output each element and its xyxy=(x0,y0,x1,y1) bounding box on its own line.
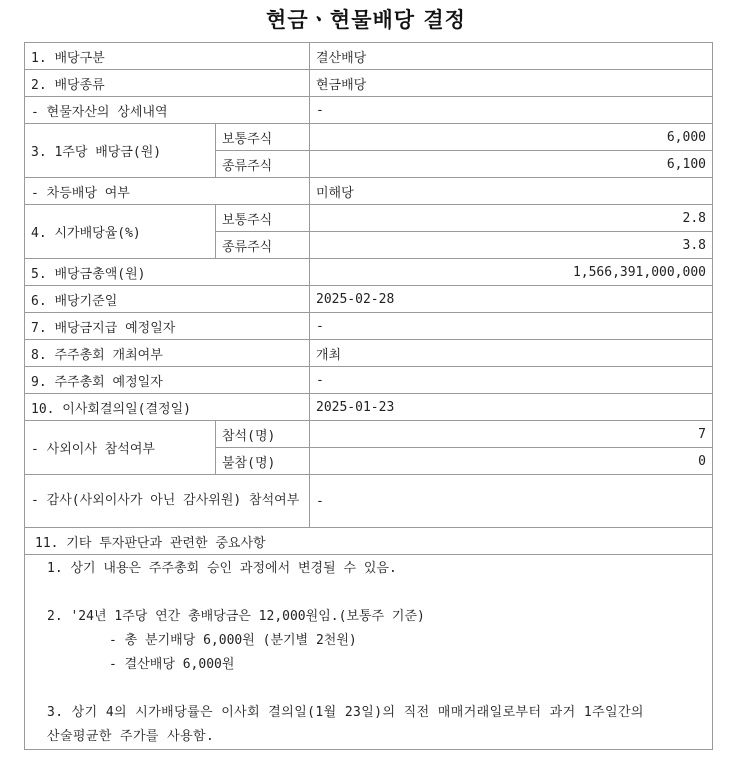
value-payment-date: - xyxy=(310,313,713,340)
row-dps-common xyxy=(25,124,713,151)
label-dividend-category: 1. 배당구분 xyxy=(25,43,310,70)
value-dps-preferred: 6,100 xyxy=(310,151,713,178)
row-other-matters-header xyxy=(25,528,713,555)
note-2-quarterly: - 총 분기배당 6,000원 (분기별 2천원) xyxy=(109,633,357,648)
label-dividend-yield: 4. 시가배당율(%) xyxy=(25,205,216,259)
label-dps-preferred: 종류주식 xyxy=(216,151,310,178)
label-dps-common: 보통주식 xyxy=(216,124,310,151)
row-record-date xyxy=(25,286,713,313)
label-outside-directors: - 사외이사 참석여부 xyxy=(25,421,216,475)
page-title: 현금ㆍ현물배당 결정 xyxy=(266,8,466,32)
label-directors-present: 참석(명) xyxy=(216,421,310,448)
label-differential-dividend: - 차등배당 여부 xyxy=(25,178,310,205)
row-yield-common xyxy=(25,205,713,232)
value-auditor-attendance: - xyxy=(310,475,713,528)
note-2: 2. '24년 1주당 연간 총배당금은 12,000원임.(보통주 기준) xyxy=(47,609,425,624)
row-board-resolution-date xyxy=(25,394,713,421)
row-agm-held xyxy=(25,340,713,367)
row-in-kind-details xyxy=(25,97,713,124)
value-differential-dividend: 미해당 xyxy=(310,178,713,205)
row-auditor-attendance xyxy=(25,475,713,528)
row-payment-date xyxy=(25,313,713,340)
row-total-dividend xyxy=(25,259,713,286)
value-dividend-type: 현금배당 xyxy=(310,70,713,97)
label-record-date: 6. 배당기준일 xyxy=(25,286,310,313)
value-dividend-category: 결산배당 xyxy=(310,43,713,70)
value-yield-common: 2.8 xyxy=(310,205,713,232)
value-record-date: 2025-02-28 xyxy=(310,286,713,313)
disclosure-table xyxy=(24,42,713,750)
other-matters-notes xyxy=(25,555,713,750)
label-in-kind-details: - 현물자산의 상세내역 xyxy=(25,97,310,124)
note-2-year-end: - 결산배당 6,000원 xyxy=(109,657,235,672)
label-board-resolution-date: 10. 이사회결의일(결정일) xyxy=(25,394,310,421)
label-yield-common: 보통주식 xyxy=(216,205,310,232)
row-dividend-type xyxy=(25,70,713,97)
label-dividend-type: 2. 배당종류 xyxy=(25,70,310,97)
label-total-dividend: 5. 배당금총액(원) xyxy=(25,259,310,286)
value-directors-absent: 0 xyxy=(310,448,713,475)
value-agm-date: - xyxy=(310,367,713,394)
label-agm-held: 8. 주주총회 개최여부 xyxy=(25,340,310,367)
row-dividend-category xyxy=(25,43,713,70)
value-total-dividend: 1,566,391,000,000 xyxy=(310,259,713,286)
value-dps-common: 6,000 xyxy=(310,124,713,151)
value-board-resolution-date: 2025-01-23 xyxy=(310,394,713,421)
row-other-matters-body xyxy=(25,555,713,750)
value-directors-present: 7 xyxy=(310,421,713,448)
value-agm-held: 개최 xyxy=(310,340,713,367)
row-differential-dividend xyxy=(25,178,713,205)
note-3: 3. 상기 4의 시가배당률은 이사회 결의일(1월 23일)의 직전 매매거래일로부터 과거 1주일간의 산술평균한 주가를 사용함. xyxy=(47,705,644,744)
label-dividend-per-share: 3. 1주당 배당금(원) xyxy=(25,124,216,178)
label-auditor-attendance: - 감사(사외이사가 아닌 감사위원) 참석여부 xyxy=(25,475,310,528)
row-agm-date xyxy=(25,367,713,394)
note-1: 1. 상기 내용은 주주총회 승인 과정에서 변경될 수 있음. xyxy=(47,561,397,576)
value-in-kind-details: - xyxy=(310,97,713,124)
label-directors-absent: 불참(명) xyxy=(216,448,310,475)
label-yield-preferred: 종류주식 xyxy=(216,232,310,259)
label-payment-date: 7. 배당금지급 예정일자 xyxy=(25,313,310,340)
value-yield-preferred: 3.8 xyxy=(310,232,713,259)
label-other-matters: 11. 기타 투자판단과 관련한 중요사항 xyxy=(25,528,713,555)
label-agm-date: 9. 주주총회 예정일자 xyxy=(25,367,310,394)
row-outside-directors-present xyxy=(25,421,713,448)
